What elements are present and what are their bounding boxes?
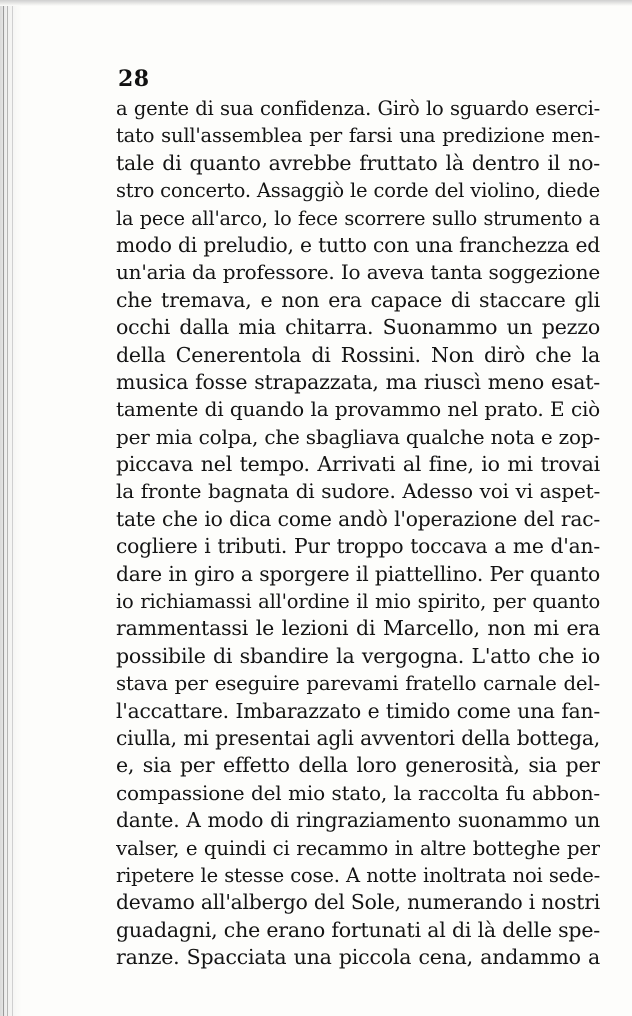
binding-line (12, 0, 13, 1016)
text-line: dare in giro a sporgere il piattellino. Per quanto (116, 561, 600, 586)
binding-line (3, 0, 4, 1016)
text-line: un'aria da professore. Io aveva tanta soggezione (116, 260, 600, 285)
text-line: la fronte bagnata di sudore. Adesso voi vi aspet- (116, 479, 600, 504)
text-line: la pece all'arco, lo fece scorrere sullo strumento a (116, 206, 600, 230)
page-top-edge (0, 0, 632, 6)
text-line: a gente di sua confidenza. Girò lo sguardo eserci- (116, 97, 600, 120)
text-line: tale di quanto avrebbe fruttato là dentro il no- (116, 150, 600, 175)
text-line: tate che io dica come andò l'operazione del rac- (116, 506, 600, 531)
text-line: rammentassi le lezioni di Marcello, non mi era (116, 616, 600, 641)
text-line: ranze. Spacciata una piccola cena, andammo a (116, 945, 600, 970)
text-line: compassione del mio stato, la raccolta fu abbon- (116, 780, 600, 805)
text-line: l'accattare. Imbarazzato e timido come una fan- (116, 698, 600, 723)
text-line: valser, e quindi ci recammo in altre botteghe per (116, 836, 600, 860)
text-line: possibile di sbandire la vergogna. L'atto che io (116, 643, 600, 668)
text-line: per mia colpa, che sbagliava qualche nota e zop- (116, 424, 600, 449)
text-line: modo di preludio, e tutto con una franchezza ed (116, 232, 600, 257)
body-text (116, 95, 600, 972)
text-line: io richiamassi all'ordine il mio spirito, per quanto (116, 590, 600, 614)
binding-line (7, 0, 8, 1016)
text-line: cogliere i tributi. Pur troppo toccava a me d'an- (116, 534, 600, 559)
text-line: occhi dalla mia chitarra. Suonammo un pezzo (116, 315, 600, 340)
text-line: che tremava, e non era capace di staccare gli (116, 287, 600, 312)
text-line: stava per eseguire parevami fratello carnale del- (116, 672, 600, 696)
text-line: tamente di quando la provammo nel prato. E ciò (116, 397, 600, 422)
text-line: devamo all'albergo del Sole, numerando i nostri (116, 890, 600, 915)
text-line: stro concerto. Assaggiò le corde del violino, diede (116, 179, 600, 203)
text-line: della Cenerentola di Rossini. Non dirò che la (116, 342, 600, 367)
text-line: e, sia per effetto della loro generosità, sia per (116, 753, 600, 778)
text-line: dante. A modo di ringraziamento suonammo un (116, 808, 600, 833)
text-line: piccava nel tempo. Arrivati al fine, io mi trovai (116, 452, 600, 477)
text-line: ciulla, mi presentai agli avventori della bottega, (116, 725, 600, 750)
text-line: musica fosse strapazzata, ma riuscì meno esat- (116, 369, 600, 394)
text-line: guadagni, che erano fortunati al di là delle spe- (116, 917, 600, 942)
text-line: ripetere le stesse cose. A notte inoltrata noi sede- (116, 863, 600, 887)
page-number: 28 (118, 66, 150, 92)
text-line: tato sull'assemblea per farsi una predizione men- (116, 124, 600, 148)
